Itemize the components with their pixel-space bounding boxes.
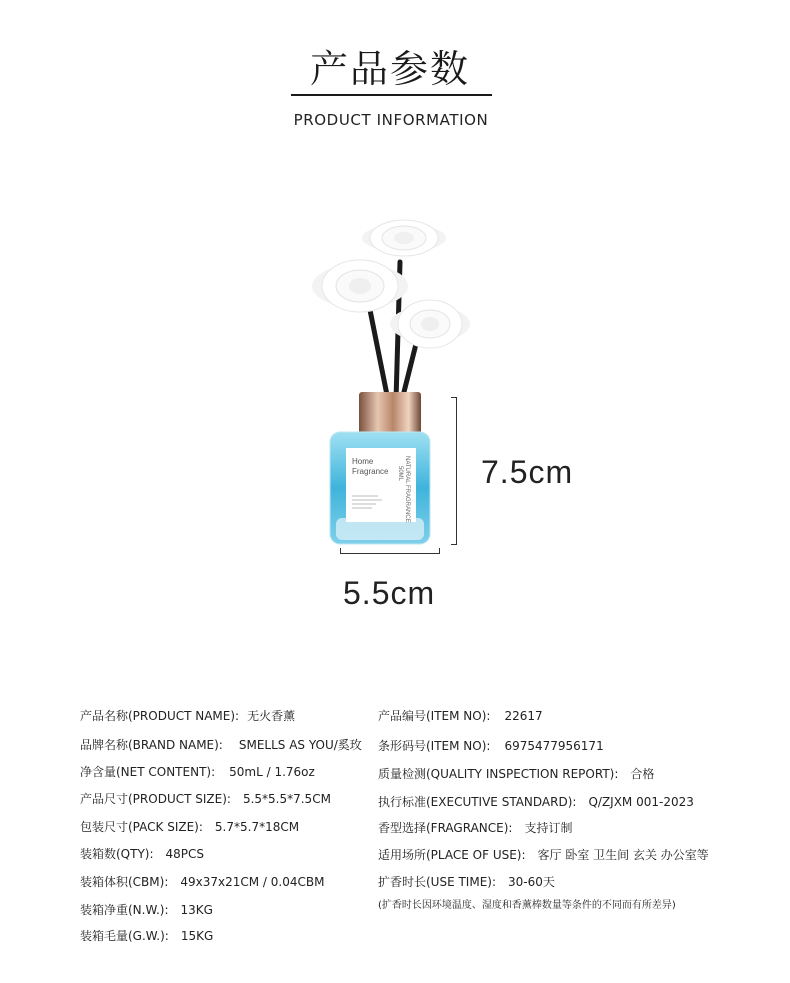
width-dimension-line <box>340 553 440 554</box>
spec-use-time <box>378 873 555 890</box>
page-title-en: PRODUCT INFORMATION <box>293 111 489 129</box>
label-side-volume: 50ML <box>397 466 403 482</box>
spec-value: 13KG <box>180 903 213 917</box>
page-title-cn: 产品参数 <box>309 47 470 91</box>
spec-executive-standard <box>378 793 694 810</box>
spec-value: 50mL / 1.76oz <box>229 765 315 779</box>
spec-value: 无火香薰 <box>247 709 296 723</box>
spec-quality-report <box>378 765 654 782</box>
spec-key: 执行标准(EXECUTIVE STANDARD): <box>378 795 577 809</box>
width-dimension-tick-left <box>340 548 341 554</box>
height-dimension-tick-top <box>451 397 457 398</box>
flower-right <box>390 300 470 348</box>
spec-key: 产品名称(PRODUCT NAME): <box>80 709 240 723</box>
spec-value: 48PCS <box>165 847 205 861</box>
spec-value: SMELLS AS YOU/奚玫 <box>238 738 362 752</box>
spec-key: 装箱体积(CBM): <box>80 875 169 889</box>
spec-value: 6975477956171 <box>504 739 604 753</box>
spec-fragrance <box>378 819 572 836</box>
spec-key: 香型选择(FRAGRANCE): <box>378 821 513 835</box>
spec-key: 包装尺寸(PACK SIZE): <box>80 820 203 834</box>
spec-item-no <box>378 707 543 724</box>
spec-value: 合格 <box>630 767 655 781</box>
height-dimension-tick-bottom <box>451 544 457 545</box>
spec-value: Q/ZJXM 001-2023 <box>588 795 694 809</box>
flower-left <box>312 260 408 312</box>
product-image <box>300 200 480 560</box>
spec-key: 品牌名称(BRAND NAME): <box>80 738 223 752</box>
spec-value: 49x37x21CM / 0.04CBM <box>180 875 325 889</box>
spec-value: 15KG <box>180 929 214 943</box>
spec-net-weight <box>80 901 213 918</box>
spec-place-of-use <box>378 846 709 863</box>
spec-key: 产品尺寸(PRODUCT SIZE): <box>80 792 231 806</box>
bottle-cap <box>359 392 421 434</box>
spec-value: 5.7*5.7*18CM <box>214 820 300 834</box>
spec-key: 适用场所(PLACE OF USE): <box>378 848 526 862</box>
height-dimension-label: 7.5cm <box>481 454 574 490</box>
use-time-note: (扩香时长因环境温度、湿度和香薰棒数量等条件的不同而有所差异) <box>378 900 676 911</box>
spec-key: 产品编号(ITEM NO): <box>378 709 491 723</box>
spec-key: 装箱数(QTY): <box>80 847 154 861</box>
spec-value: 30-60天 <box>508 875 555 889</box>
spec-cbm <box>80 873 324 890</box>
spec-gross-weight <box>80 927 213 944</box>
spec-qty <box>80 845 204 862</box>
width-dimension-label: 5.5cm <box>343 575 436 611</box>
spec-product-name <box>80 707 295 724</box>
title-underline <box>291 94 492 96</box>
spec-key: 质量检测(QUALITY INSPECTION REPORT): <box>378 767 619 781</box>
height-dimension-line <box>456 397 457 544</box>
spec-net-content <box>80 763 315 780</box>
spec-barcode <box>378 737 604 754</box>
width-dimension-tick-right <box>439 548 440 554</box>
label-side-text: NATURAL FRAGRANCE <box>404 456 410 523</box>
flower-top <box>362 220 446 256</box>
spec-value: 支持订制 <box>524 821 573 835</box>
spec-value: 客厅 卧室 卫生间 玄关 办公室等 <box>537 848 709 862</box>
label-text-fragrance: Fragrance <box>352 467 389 476</box>
spec-product-size <box>80 790 331 807</box>
spec-brand-name <box>80 736 362 753</box>
spec-key: 装箱毛量(G.W.): <box>80 929 169 943</box>
spec-pack-size <box>80 818 299 835</box>
spec-value: 5.5*5.5*7.5CM <box>242 792 331 806</box>
spec-key: 净含量(NET CONTENT): <box>80 765 216 779</box>
spec-key: 扩香时长(USE TIME): <box>378 875 497 889</box>
spec-key: 条形码号(ITEM NO): <box>378 739 491 753</box>
spec-value: 22617 <box>504 709 543 723</box>
spec-key: 装箱净重(N.W.): <box>80 903 169 917</box>
label-text-home: Home <box>352 457 374 466</box>
